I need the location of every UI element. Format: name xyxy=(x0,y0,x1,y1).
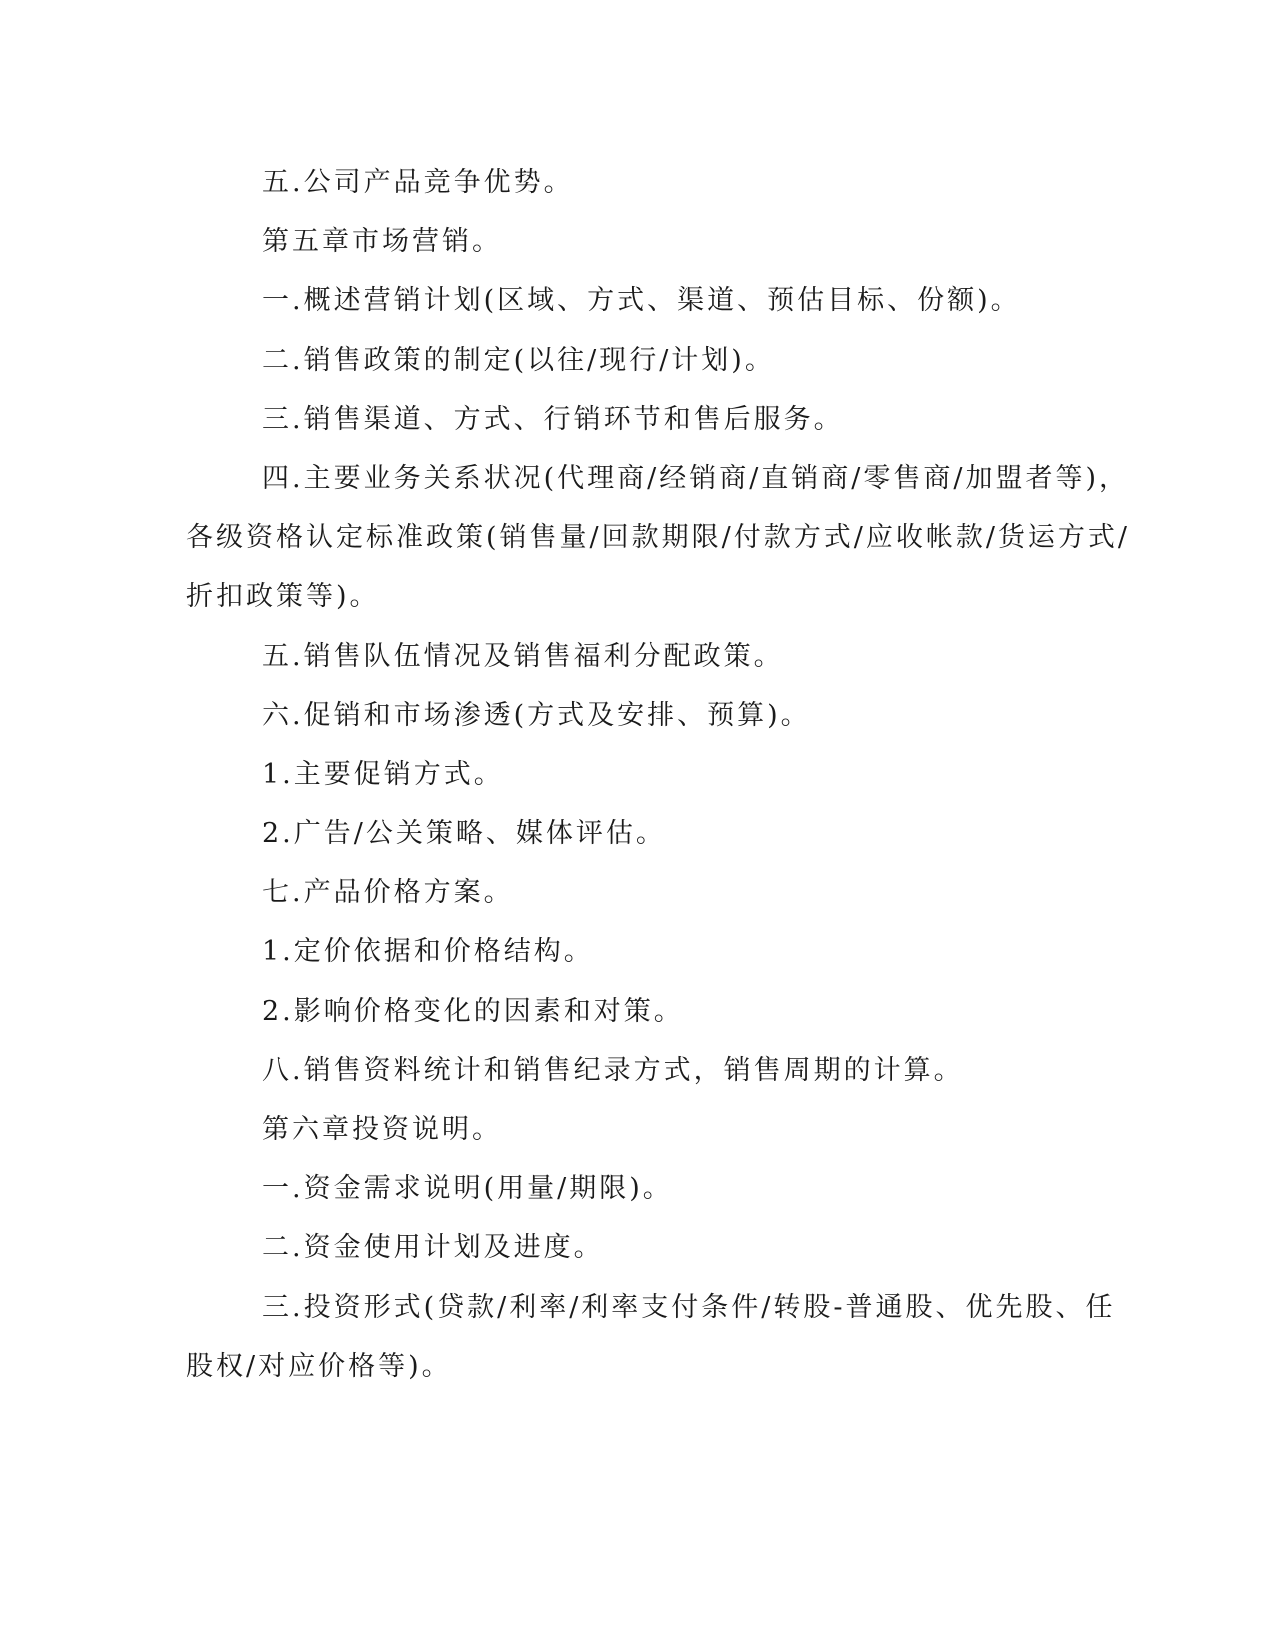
chapter-heading: 第六章投资说明。 xyxy=(262,1114,502,1145)
list-item: 1.定价依据和价格结构。 xyxy=(262,936,594,968)
paragraph-line: 股权/对应价格等)。 xyxy=(186,1350,452,1382)
paragraph: 二.销售政策的制定(以往/现行/计划)。 xyxy=(262,344,775,376)
paragraph: 六.促销和市场渗透(方式及安排、预算)。 xyxy=(262,699,811,731)
list-item: 2.影响价格变化的因素和对策。 xyxy=(262,995,684,1027)
document-body xyxy=(186,162,1131,1405)
paragraph: 一.概述营销计划(区域、方式、渠道、预估目标、份额)。 xyxy=(262,285,1021,317)
paragraph: 七.产品价格方案。 xyxy=(262,877,514,909)
paragraph: 三.销售渠道、方式、行销环节和售后服务。 xyxy=(262,403,844,435)
paragraph: 五.公司产品竞争优势。 xyxy=(262,167,574,198)
list-item: 1.主要促销方式。 xyxy=(262,758,504,790)
paragraph-line: 三.投资形式(贷款/利率/利率支付条件/转股-普通股、优先股、任 xyxy=(262,1291,1116,1323)
chapter-heading: 第五章市场营销。 xyxy=(262,226,502,258)
paragraph: 一.资金需求说明(用量/期限)。 xyxy=(262,1173,673,1205)
paragraph-line: 各级资格认定标准政策(销售量/回款期限/付款方式/应收帐款/货运方式/ xyxy=(186,522,1131,554)
paragraph-multiline xyxy=(186,458,1131,618)
list-item: 2.广告/公关策略、媒体评估。 xyxy=(262,818,666,850)
paragraph-multiline xyxy=(186,1287,1116,1388)
paragraph-line: 折扣政策等)。 xyxy=(186,581,380,613)
paragraph-line: 四.主要业务关系状况(代理商/经销商/直销商/零售商/加盟者等)， xyxy=(262,462,1130,494)
paragraph: 八.销售资料统计和销售纪录方式，销售周期的计算。 xyxy=(262,1054,964,1086)
paragraph: 二.资金使用计划及进度。 xyxy=(262,1232,604,1264)
paragraph: 五.销售队伍情况及销售福利分配政策。 xyxy=(262,640,784,672)
